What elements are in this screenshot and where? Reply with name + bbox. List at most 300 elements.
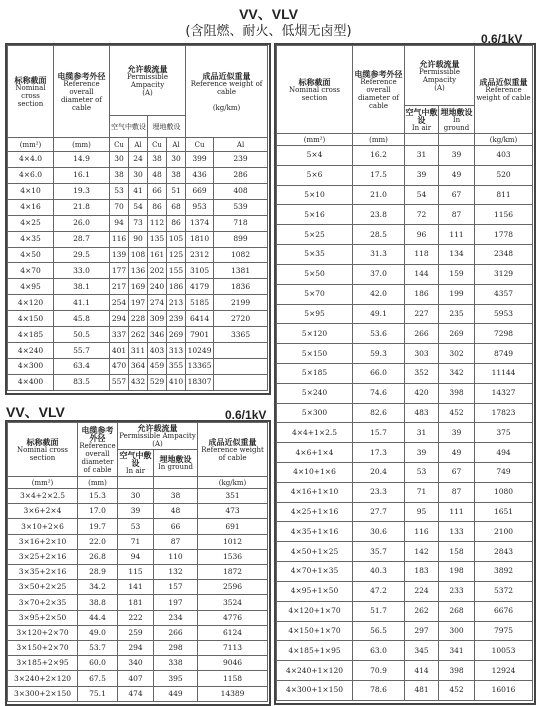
table-cell: 4×185+1×95 xyxy=(277,641,353,661)
table-cell: 266 xyxy=(405,324,439,344)
table-cell: 59.3 xyxy=(353,344,405,364)
col-weight-header: 成品近似重量 Reference weight of cable xyxy=(198,423,268,477)
table-cell: 95 xyxy=(405,502,439,522)
table-cell: 459 xyxy=(148,358,167,374)
diameter-unit: (mm) xyxy=(353,134,405,146)
table-cell: 23.8 xyxy=(353,205,405,225)
table-cell: 3×4+2×2.5 xyxy=(8,489,78,504)
table-row xyxy=(8,686,268,701)
table-cell: 53 xyxy=(118,519,154,534)
table-cell: 297 xyxy=(405,621,439,641)
table-cell: 294 xyxy=(110,311,129,327)
table-cell: 3524 xyxy=(198,595,268,610)
table-cell: 266 xyxy=(154,625,198,640)
table-row xyxy=(8,343,268,359)
table-cell: 1012 xyxy=(198,534,268,549)
table-cell xyxy=(214,358,268,374)
table-cell: 5×95 xyxy=(277,304,353,324)
table-row xyxy=(277,363,533,383)
table-row xyxy=(8,489,268,504)
table-cell: 5×10 xyxy=(277,185,353,205)
table-cell: 340 xyxy=(118,656,154,671)
table-b-title: VV、VLV xyxy=(6,404,65,420)
al-label: Al xyxy=(214,138,268,152)
table-cell: 66.0 xyxy=(353,363,405,383)
col-section-header: 标称截面 Nominal cross section xyxy=(8,46,54,138)
table-row xyxy=(277,344,533,364)
table-cell: 125 xyxy=(167,247,186,263)
table-cell: 21.0 xyxy=(353,185,405,205)
table-cell: 262 xyxy=(405,601,439,621)
table-cell: 38 xyxy=(167,167,186,183)
col-air-header: 空气中敷设 In air xyxy=(405,106,438,132)
table-cell: 5×70 xyxy=(277,284,353,304)
table-row xyxy=(277,423,533,443)
table-row xyxy=(8,534,268,549)
table-cell: 53 xyxy=(405,463,439,483)
table-cell: 159 xyxy=(439,264,475,284)
table-cell: 294 xyxy=(118,641,154,656)
table-row xyxy=(8,311,268,327)
table-cell: 45.8 xyxy=(54,311,110,327)
table-cell: 1080 xyxy=(475,482,533,502)
table-cell: 298 xyxy=(154,641,198,656)
table-cell: 1374 xyxy=(186,215,214,231)
voltage-label-left: 0.6/1kV xyxy=(225,408,267,422)
table-cell: 134 xyxy=(439,245,475,265)
table-cell: 71 xyxy=(118,534,154,549)
table-cell: 38.1 xyxy=(54,279,110,295)
table-cell: 5×300 xyxy=(277,403,353,423)
table-cell: 345 xyxy=(405,641,439,661)
table-cell: 2348 xyxy=(475,245,533,265)
table-row xyxy=(8,549,268,564)
table-cell: 115 xyxy=(118,565,154,580)
table-cell: 483 xyxy=(405,403,439,423)
table-cell: 26.8 xyxy=(78,549,118,564)
table-cell: 1836 xyxy=(214,279,268,295)
table-cell: 414 xyxy=(405,661,439,681)
table-row xyxy=(277,245,533,265)
table-cell: 3×300+2×150 xyxy=(8,686,78,701)
table-cell: 8749 xyxy=(475,344,533,364)
table-cell: 7975 xyxy=(475,621,533,641)
table-cell: 19.7 xyxy=(78,519,118,534)
table-cell: 403 xyxy=(148,343,167,359)
table-a xyxy=(7,45,268,391)
table-cell: 398 xyxy=(439,661,475,681)
table-cell: 3×150+2×70 xyxy=(8,641,78,656)
al-label: Al xyxy=(167,138,186,152)
table-cell: 234 xyxy=(154,610,198,625)
table-cell: 39 xyxy=(439,146,475,166)
table-cell: 338 xyxy=(154,656,198,671)
table-cell: 30 xyxy=(118,489,154,504)
table-cell: 54 xyxy=(405,185,439,205)
table-cell: 78.6 xyxy=(353,680,405,700)
table-cell: 302 xyxy=(439,344,475,364)
table-cell: 313 xyxy=(167,343,186,359)
table-cell: 6676 xyxy=(475,601,533,621)
table-cell: 51.7 xyxy=(353,601,405,621)
table-cell: 2199 xyxy=(214,295,268,311)
table-cell: 4×150+1×70 xyxy=(277,621,353,641)
table-cell: 157 xyxy=(154,580,198,595)
table-cell: 473 xyxy=(198,504,268,519)
table-cell: 337 xyxy=(110,327,129,343)
table-cell: 139 xyxy=(110,247,129,263)
table-cell: 28.5 xyxy=(353,225,405,245)
table-cell: 161 xyxy=(148,247,167,263)
table-cell: 37.0 xyxy=(353,264,405,284)
table-cell: 1082 xyxy=(214,247,268,263)
table-cell: 30 xyxy=(110,152,129,168)
table-cell: 2100 xyxy=(475,522,533,542)
table-cell: 82.6 xyxy=(353,403,405,423)
table-cell: 87 xyxy=(439,205,475,225)
table-cell: 49 xyxy=(439,443,475,463)
table-cell: 16016 xyxy=(475,680,533,700)
table-cell: 71 xyxy=(405,482,439,502)
table-cell: 274 xyxy=(148,295,167,311)
table-cell: 63.0 xyxy=(353,641,405,661)
table-cell xyxy=(214,343,268,359)
table-row xyxy=(277,641,533,661)
table-cell: 66 xyxy=(148,183,167,199)
table-cell: 56.5 xyxy=(353,621,405,641)
table-cell: 141 xyxy=(118,580,154,595)
table-cell: 186 xyxy=(405,284,439,304)
table-b xyxy=(7,422,268,702)
table-c xyxy=(276,45,533,701)
table-cell: 669 xyxy=(186,183,214,199)
table-cell: 155 xyxy=(167,263,186,279)
table-row xyxy=(277,225,533,245)
table-cell: 375 xyxy=(475,423,533,443)
table-cell: 70.9 xyxy=(353,661,405,681)
table-cell: 4×400 xyxy=(8,374,54,390)
table-cell: 74.6 xyxy=(353,383,405,403)
table-row xyxy=(277,581,533,601)
table-cell: 34.2 xyxy=(78,580,118,595)
table-cell: 239 xyxy=(214,152,268,168)
table-cell: 235 xyxy=(439,304,475,324)
table-cell: 239 xyxy=(167,311,186,327)
table-cell: 352 xyxy=(405,363,439,383)
cu-label: Cu xyxy=(110,138,129,152)
table-cell: 481 xyxy=(405,680,439,700)
table-row xyxy=(277,621,533,641)
table-cell: 401 xyxy=(110,343,129,359)
table-cell: 452 xyxy=(439,403,475,423)
table-cell: 110 xyxy=(154,549,198,564)
col-ampacity-header: 允许载流量 Permissible Ampacity (A) xyxy=(119,423,196,448)
table-cell: 72 xyxy=(405,205,439,225)
table-cell: 4×35+1×16 xyxy=(277,522,353,542)
table-cell: 15.7 xyxy=(353,423,405,443)
table-cell: 96 xyxy=(405,225,439,245)
table-cell: 228 xyxy=(129,311,148,327)
table-cell: 70 xyxy=(110,199,129,215)
table-cell: 20.4 xyxy=(353,463,405,483)
table-cell: 73 xyxy=(129,215,148,231)
table-cell: 48 xyxy=(148,167,167,183)
table-cell: 86 xyxy=(167,215,186,231)
table-cell: 341 xyxy=(439,641,475,661)
table-cell: 1872 xyxy=(198,565,268,580)
table-row xyxy=(277,403,533,423)
table-cell: 3365 xyxy=(214,327,268,343)
table-cell: 118 xyxy=(405,245,439,265)
table-row xyxy=(8,152,268,168)
table-cell: 399 xyxy=(186,152,214,168)
table-row xyxy=(8,263,268,279)
col-section-header: 标称截面 Nominal cross section xyxy=(8,423,78,477)
table-cell: 449 xyxy=(154,686,198,701)
table-cell: 39 xyxy=(439,423,475,443)
table-cell: 60.0 xyxy=(78,656,118,671)
table-cell: 2596 xyxy=(198,580,268,595)
table-row xyxy=(277,463,533,483)
table-cell: 718 xyxy=(214,215,268,231)
table-cell: 39 xyxy=(118,504,154,519)
table-cell: 86 xyxy=(148,199,167,215)
table-cell: 63.4 xyxy=(54,358,110,374)
table-cell: 3×95+2×50 xyxy=(8,610,78,625)
table-cell: 3×50+2×25 xyxy=(8,580,78,595)
col-diameter-header: 电缆参考外径 Reference overall diameter of cable xyxy=(353,46,405,134)
table-cell: 5×4 xyxy=(277,146,353,166)
table-cell: 6124 xyxy=(198,625,268,640)
table-cell: 18307 xyxy=(186,374,214,390)
table-cell: 14.9 xyxy=(54,152,110,168)
table-cell: 27.7 xyxy=(353,502,405,522)
table-row xyxy=(8,671,268,686)
table-cell: 94 xyxy=(118,549,154,564)
table-cell: 29.5 xyxy=(54,247,110,263)
table-cell: 1651 xyxy=(475,502,533,522)
table-cell: 51 xyxy=(167,183,186,199)
table-cell: 23.3 xyxy=(353,482,405,502)
table-cell: 87 xyxy=(439,482,475,502)
table-cell: 68 xyxy=(167,199,186,215)
table-cell: 5953 xyxy=(475,304,533,324)
table-cell: 309 xyxy=(148,311,167,327)
table-cell: 303 xyxy=(405,344,439,364)
table-cell: 4×4.0 xyxy=(8,152,54,168)
table-cell: 40.3 xyxy=(353,562,405,582)
table-cell: 53 xyxy=(110,183,129,199)
page-subtitle: (含阻燃、耐火、低烟无卤型) xyxy=(185,24,352,39)
section-unit: (mm²) xyxy=(8,138,54,152)
table-cell: 4×300 xyxy=(8,358,54,374)
table-cell: 3129 xyxy=(475,264,533,284)
table-cell: 5×50 xyxy=(277,264,353,284)
table-cell: 4×4+1×2.5 xyxy=(277,423,353,443)
table-row xyxy=(8,504,268,519)
table-row xyxy=(8,199,268,215)
col-ground-header: 埋地敷设 In ground xyxy=(439,106,475,134)
table-cell: 3×35+2×16 xyxy=(8,565,78,580)
table-cell: 410 xyxy=(167,374,186,390)
table-cell: 7298 xyxy=(475,324,533,344)
table-cell: 136 xyxy=(129,263,148,279)
table-cell: 9046 xyxy=(198,656,268,671)
table-cell: 75.1 xyxy=(78,686,118,701)
table-cell: 19.3 xyxy=(54,183,110,199)
table-cell: 3892 xyxy=(475,562,533,582)
table-cell: 1158 xyxy=(198,671,268,686)
table-cell: 1156 xyxy=(475,205,533,225)
table-cell: 749 xyxy=(475,463,533,483)
table-row xyxy=(8,374,268,390)
table-cell: 53.6 xyxy=(353,324,405,344)
table-cell: 7901 xyxy=(186,327,214,343)
table-row xyxy=(8,295,268,311)
table-cell: 10053 xyxy=(475,641,533,661)
table-cell: 3×16+2×10 xyxy=(8,534,78,549)
table-cell: 1810 xyxy=(186,231,214,247)
table-cell: 4×25+1×16 xyxy=(277,502,353,522)
col-ground-header: 埋地敷设 xyxy=(148,116,186,138)
table-cell: 254 xyxy=(110,295,129,311)
table-cell: 4×10+1×6 xyxy=(277,463,353,483)
page-title: VV、VLV xyxy=(239,6,298,22)
table-cell: 4×50 xyxy=(8,247,54,263)
table-cell: 44.4 xyxy=(78,610,118,625)
table-cell: 177 xyxy=(110,263,129,279)
table-cell: 21.8 xyxy=(54,199,110,215)
table-row xyxy=(277,680,533,700)
table-cell: 3×185+2×95 xyxy=(8,656,78,671)
table-cell: 4179 xyxy=(186,279,214,295)
table-cell: 17.0 xyxy=(78,504,118,519)
table-cell: 111 xyxy=(439,502,475,522)
table-cell: 4×70+1×35 xyxy=(277,562,353,582)
col-ground-header: 埋地敷设 In ground xyxy=(154,450,198,477)
table-cell: 342 xyxy=(439,363,475,383)
table-cell: 4×50+1×25 xyxy=(277,542,353,562)
table-cell: 4×240+1×120 xyxy=(277,661,353,681)
table-cell: 470 xyxy=(110,358,129,374)
table-cell: 197 xyxy=(129,295,148,311)
table-cell: 432 xyxy=(129,374,148,390)
table-cell: 41.1 xyxy=(54,295,110,311)
col-section-header: 标称截面 Nominal cross section xyxy=(277,46,353,134)
table-cell: 213 xyxy=(167,295,186,311)
table-cell: 133 xyxy=(439,522,475,542)
table-row xyxy=(277,205,533,225)
table-cell: 105 xyxy=(167,231,186,247)
table-cell: 49.0 xyxy=(78,625,118,640)
table-row xyxy=(8,656,268,671)
table-cell: 16.2 xyxy=(353,146,405,166)
table-cell: 222 xyxy=(118,610,154,625)
table-cell: 520 xyxy=(475,165,533,185)
table-cell: 116 xyxy=(405,522,439,542)
table-cell: 49.1 xyxy=(353,304,405,324)
table-cell: 5×35 xyxy=(277,245,353,265)
table-row xyxy=(277,185,533,205)
table-row xyxy=(277,324,533,344)
col-air-header: 空气中敷设 In air xyxy=(119,450,152,475)
table-row xyxy=(8,580,268,595)
table-cell: 262 xyxy=(129,327,148,343)
table-cell: 474 xyxy=(118,686,154,701)
table-cell: 202 xyxy=(148,263,167,279)
table-cell: 53.7 xyxy=(78,641,118,656)
table-row xyxy=(277,661,533,681)
table-row xyxy=(8,519,268,534)
table-cell: 2720 xyxy=(214,311,268,327)
table-cell: 47.2 xyxy=(353,581,405,601)
table-row xyxy=(8,215,268,231)
table-cell: 197 xyxy=(154,595,198,610)
table-cell: 4×240 xyxy=(8,343,54,359)
table-cell: 5372 xyxy=(475,581,533,601)
table-cell: 1536 xyxy=(198,549,268,564)
table-cell: 217 xyxy=(110,279,129,295)
table-row xyxy=(277,542,533,562)
table-row xyxy=(8,358,268,374)
table-cell: 50.5 xyxy=(54,327,110,343)
table-row xyxy=(8,279,268,295)
table-row xyxy=(8,183,268,199)
table-cell: 14389 xyxy=(198,686,268,701)
table-cell: 4×120 xyxy=(8,295,54,311)
table-cell: 67.5 xyxy=(78,671,118,686)
table-cell: 4×70 xyxy=(8,263,54,279)
table-cell: 181 xyxy=(118,595,154,610)
table-cell: 4×300+1×150 xyxy=(277,680,353,700)
col-diameter-header: 电缆参考外径 Reference overall diameter of cable xyxy=(78,423,118,477)
table-cell: 24 xyxy=(129,152,148,168)
table-cell: 49 xyxy=(439,165,475,185)
table-row xyxy=(8,231,268,247)
table-cell: 5×240 xyxy=(277,383,353,403)
table-cell: 351 xyxy=(198,489,268,504)
table-cell: 4×25 xyxy=(8,215,54,231)
table-cell: 22.0 xyxy=(78,534,118,549)
table-cell: 3105 xyxy=(186,263,214,279)
table-cell: 311 xyxy=(129,343,148,359)
table-cell: 4776 xyxy=(198,610,268,625)
table-cell: 54 xyxy=(129,199,148,215)
table-cell: 4357 xyxy=(475,284,533,304)
table-cell: 224 xyxy=(405,581,439,601)
table-row xyxy=(8,565,268,580)
table-cell: 4×16+1×10 xyxy=(277,482,353,502)
table-cell: 28.7 xyxy=(54,231,110,247)
table-cell: 4×150 xyxy=(8,311,54,327)
diameter-unit: (mm) xyxy=(54,138,110,152)
col-diameter-header: 电缆参考外径 Reference overall diameter of cable xyxy=(54,46,110,138)
table-row xyxy=(8,641,268,656)
table-cell: 90 xyxy=(129,231,148,247)
table-cell: 557 xyxy=(110,374,129,390)
table-cell: 199 xyxy=(439,284,475,304)
table-cell: 4×35 xyxy=(8,231,54,247)
col-weight-header: 成品近似重量 Reference weight of cable xyxy=(475,46,533,134)
cu-label: Cu xyxy=(148,138,167,152)
table-cell: 529 xyxy=(148,374,167,390)
table-cell: 286 xyxy=(214,167,268,183)
table-cell: 67 xyxy=(439,185,475,205)
table-cell: 158 xyxy=(439,542,475,562)
table-cell: 30 xyxy=(167,152,186,168)
table-cell: 38 xyxy=(154,489,198,504)
table-cell: 346 xyxy=(148,327,167,343)
